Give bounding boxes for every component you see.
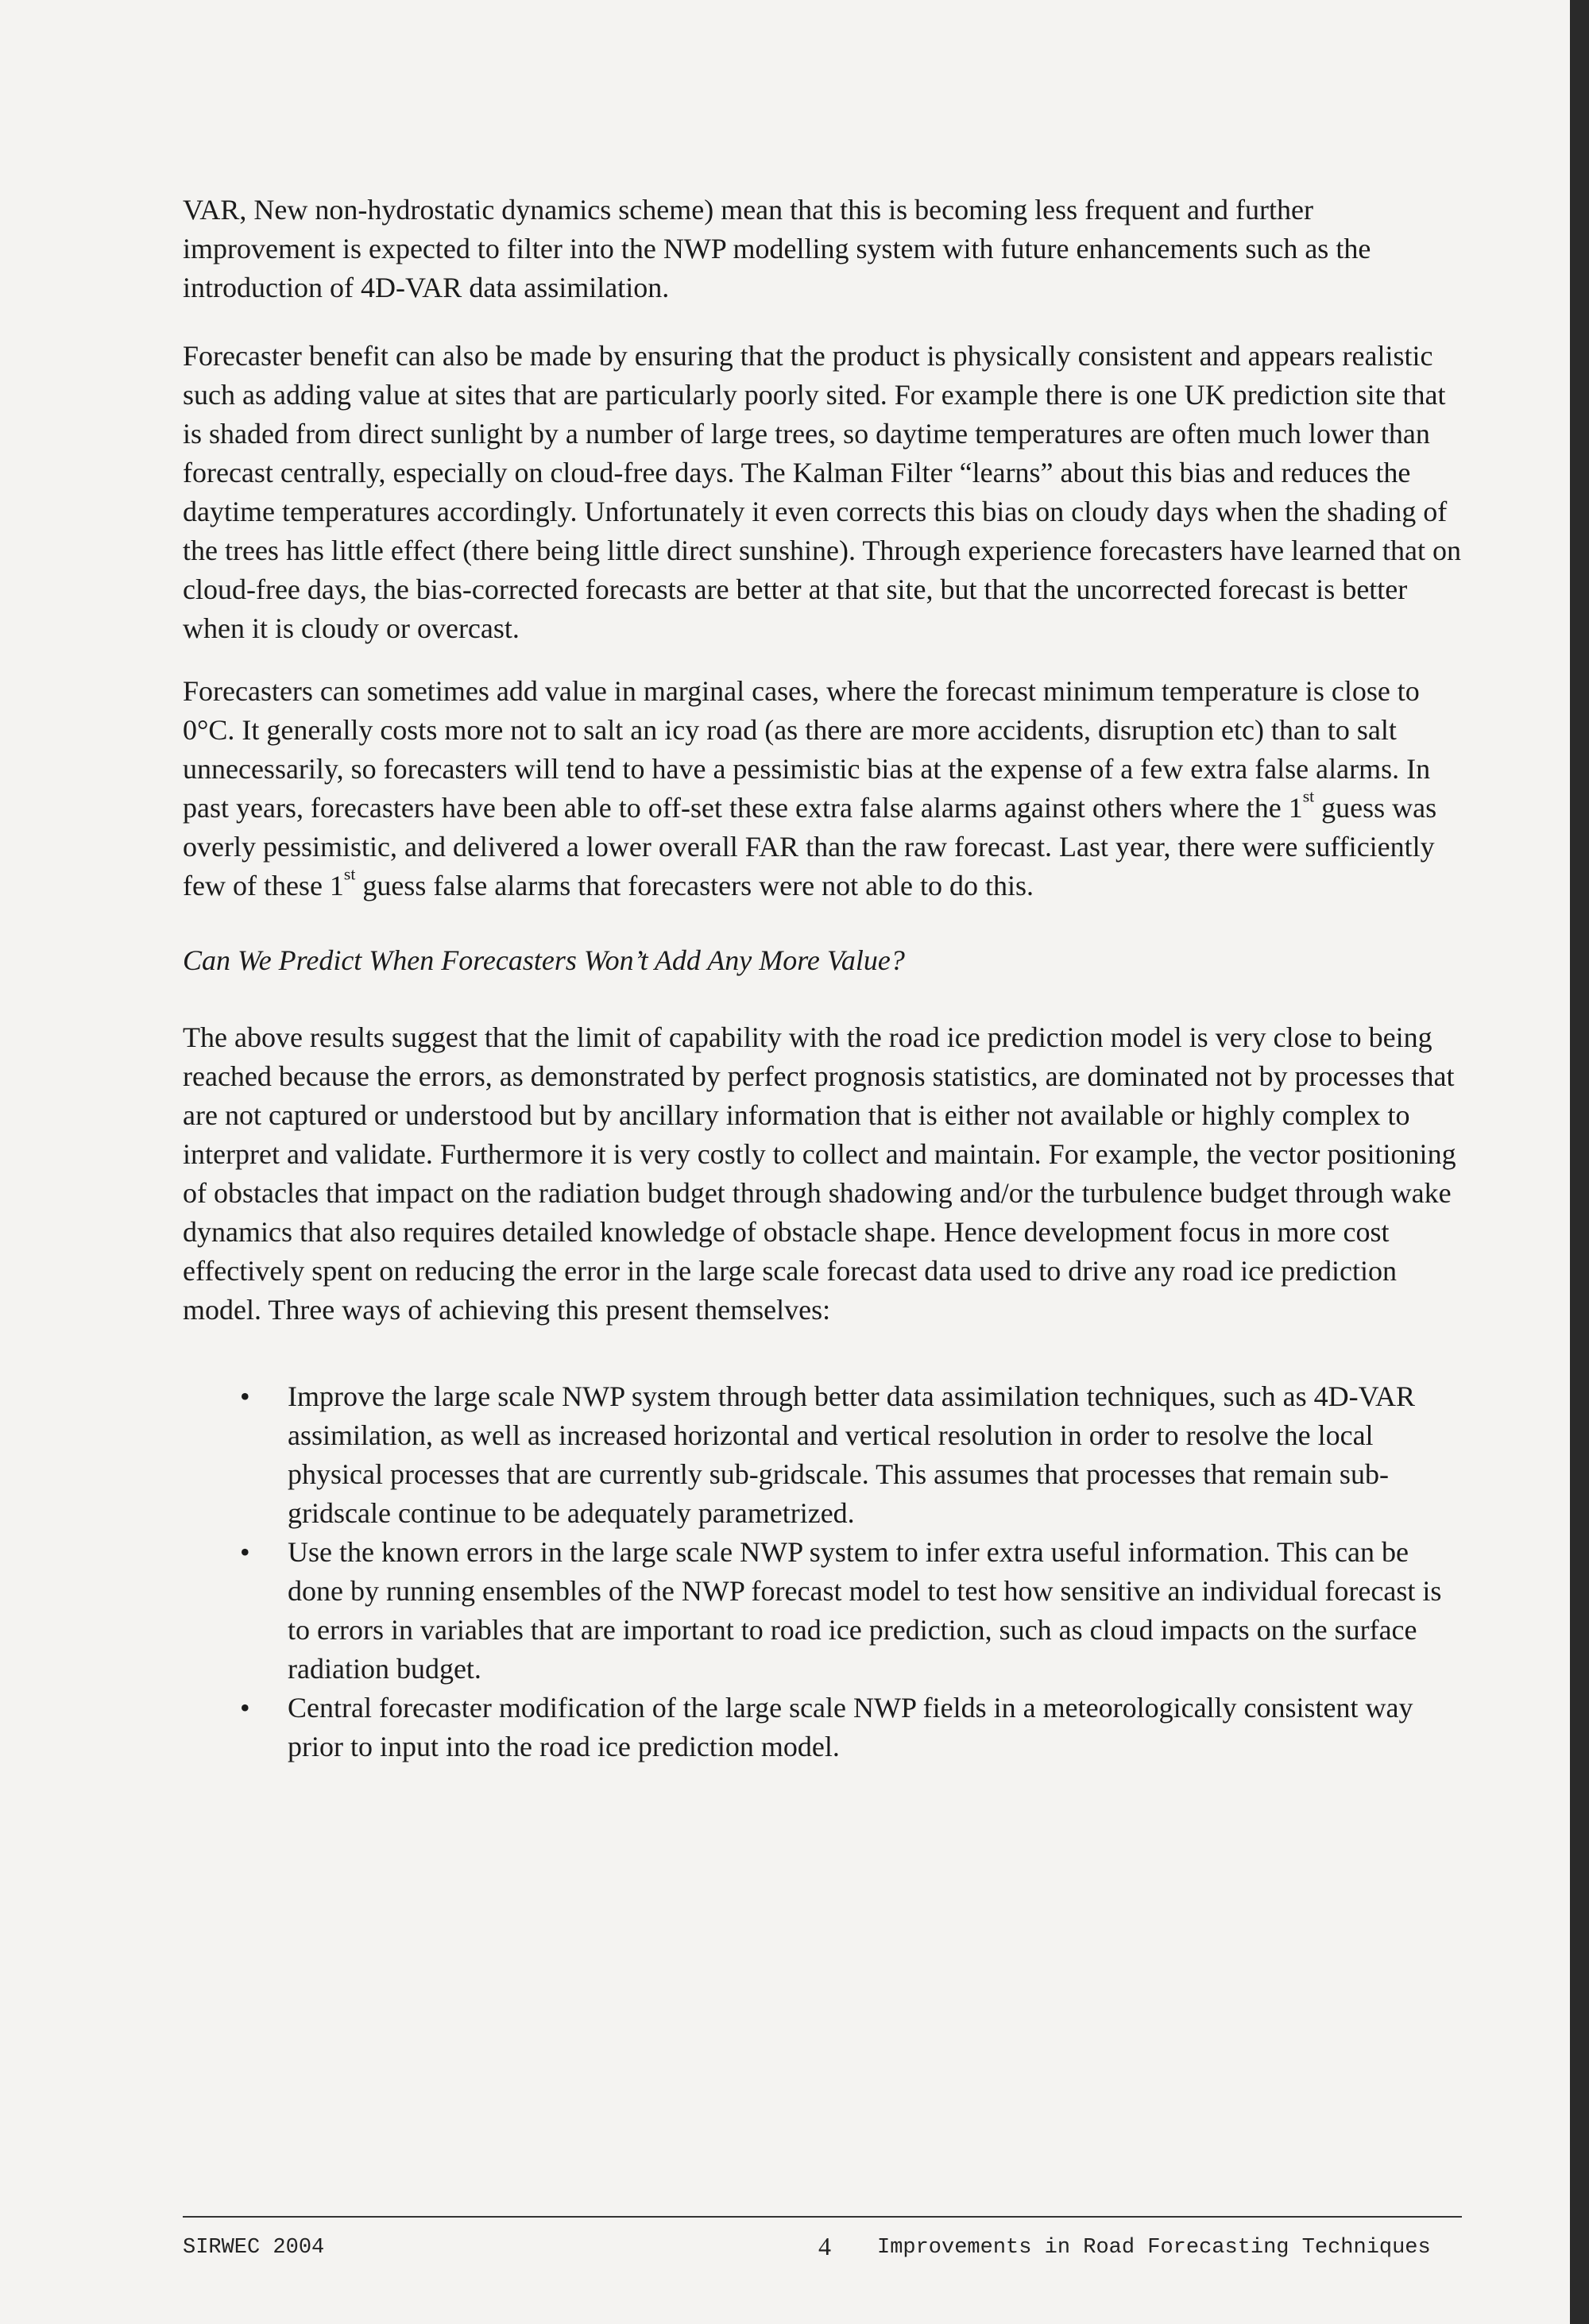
list-item-text: Use the known errors in the large scale NWP system to infer extra useful information. This can be done by running ensembles of the NWP forecast model to test how sensitive an individual forecast is to errors in variables that are important to road ice prediction, such as cloud impacts on the surface radiation budget.: [288, 1536, 1442, 1685]
scan-edge: [1570, 0, 1589, 2324]
bullet-list: [183, 1377, 1462, 1766]
list-item: [183, 1533, 1462, 1689]
page-body: [183, 191, 1462, 1766]
footer-conference: SIRWEC 2004: [183, 2236, 325, 2260]
marginal-cases-text-1: Forecasters can sometimes add value in marginal cases, where the forecast minimum temperature is close to 0°C. It generally costs more not to salt an icy road (as there are more accidents, disruption etc) than to salt unnecessarily, so forecasters will tend to have a pessimistic bias at the expense of a few extra false alarms. In past years, forecasters have been able to off-set these extra false alarms against others where the 1: [183, 675, 1431, 824]
forecaster-benefit-paragraph: Forecaster benefit can also be made by ensuring that the product is physically consistent and appears realistic such as adding value at sites that are particularly poorly sited. For example there is one UK prediction site that is shaded from direct sunlight by a number of large trees, so daytime temperatures are often much lower than forecast centrally, especially on cloud-free days. The Kalman Filter “learns” about this bias and reduces the daytime temperatures accordingly. Unfortunately it even corrects this bias on cloudy days when the shading of the trees has little effect (there being little direct sunshine). Through experience forecasters have learned that on cloud-free days, the bias-corrected forecasts are better at that site, but that the uncorrected forecast is better when it is cloudy or overcast.: [183, 340, 1461, 644]
bullet-icon: •: [240, 1692, 250, 1724]
footer-divider: [183, 2216, 1462, 2218]
list-item-text: Central forecaster modification of the large scale NWP fields in a meteorologically consistent way prior to input into the road ice prediction model.: [288, 1692, 1413, 1762]
marginal-cases-text-2: guess was overly pessimistic, and delivered a lower overall FAR than the raw forecast. Last year, there were sufficiently few of these 1: [183, 792, 1437, 901]
bullet-icon: •: [240, 1536, 250, 1568]
ordinal-suffix: st: [1302, 786, 1315, 806]
page-number: 4: [818, 2232, 831, 2260]
list-item: [183, 1689, 1462, 1766]
list-item-text: Improve the large scale NWP system through better data assimilation techniques, such as 4D-VAR assimilation, as well as increased horizontal and vertical resolution in order to resolve the local physical processes that are currently sub-gridscale. This assumes that processes that remain sub-gridscale continue to be adequately parametrized.: [288, 1380, 1416, 1529]
section-heading: Can We Predict When Forecasters Won’t Add Any More Value?: [183, 944, 905, 976]
intro-paragraph: VAR, New non-hydrostatic dynamics scheme) mean that this is becoming less frequent and further improvement is expected to filter into the NWP modelling system with future enhancements such as the introduction of 4D-VAR data assimilation.: [183, 194, 1371, 303]
bullet-icon: •: [240, 1380, 250, 1412]
marginal-cases-paragraph: [183, 672, 1462, 905]
footer-title: Improvements in Road Forecasting Techniques: [877, 2236, 1431, 2260]
capability-limit-paragraph: The above results suggest that the limit of capability with the road ice prediction model is very close to being reached because the errors, as demonstrated by perfect prognosis statistics, are dominated not by processes that are not captured or understood but by ancillary information that is either not available or highly complex to interpret and validate. Furthermore it is very costly to collect and maintain. For example, the vector positioning of obstacles that impact on the radiation budget through shadowing and/or the turbulence budget through wake dynamics that also requires detailed knowledge of obstacle shape. Hence development focus in more cost effectively spent on reducing the error in the large scale forecast data used to drive any road ice prediction model. Three ways of achieving this present themselves:: [183, 1021, 1456, 1326]
marginal-cases-text-3: guess false alarms that forecasters were not able to do this.: [355, 870, 1034, 901]
list-item: [183, 1377, 1462, 1533]
ordinal-suffix: st: [343, 864, 356, 884]
